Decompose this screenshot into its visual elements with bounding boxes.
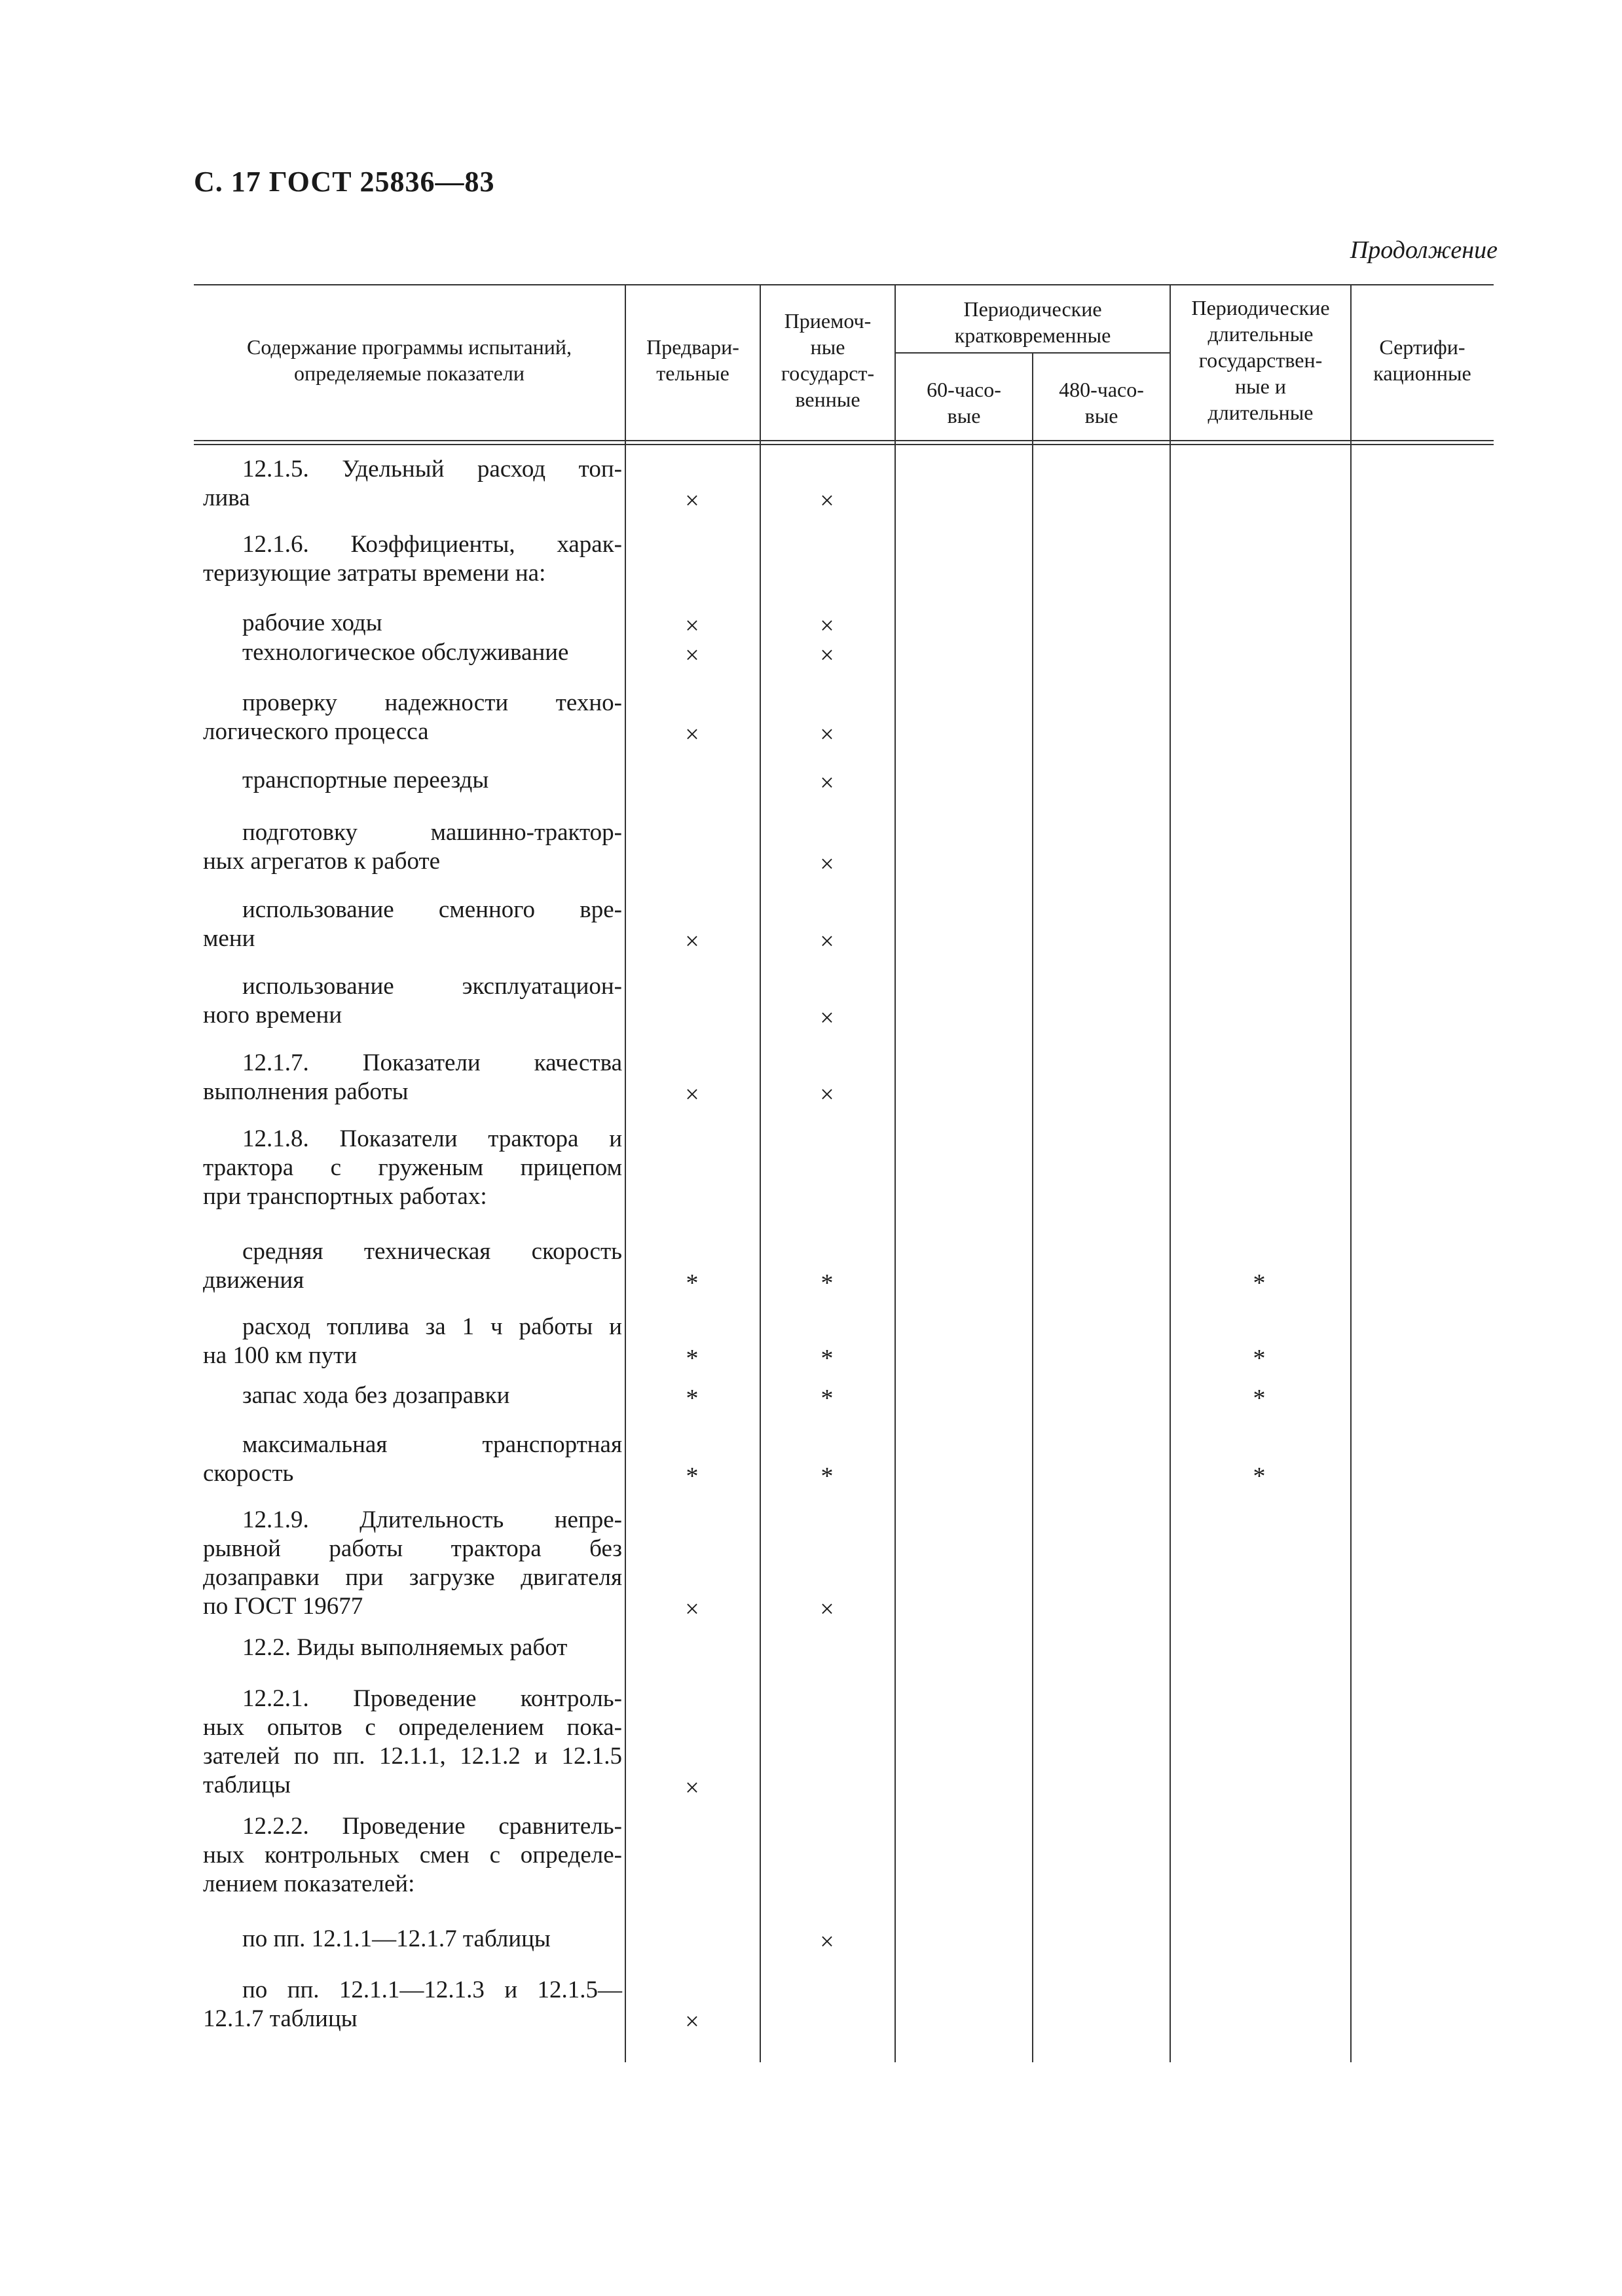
- row-text: [203, 1237, 622, 1295]
- row-text-line: использование эксплуатацион-: [242, 973, 622, 1000]
- row-text: [203, 1812, 622, 1899]
- row-text-line: ного времени: [203, 1002, 342, 1029]
- col-divider-4: [1032, 354, 1033, 2062]
- row-text-line: логического процесса: [203, 718, 429, 745]
- row-text-line: скорость: [203, 1460, 294, 1487]
- row-text: [203, 1976, 622, 2033]
- mark-pre: ×: [685, 2008, 699, 2035]
- row-text-line: средняя техническая скорость: [242, 1238, 622, 1265]
- row-text-line: дозаправки при загрузке двигателя: [203, 1564, 622, 1591]
- row-text-line: лением показателей:: [203, 1870, 415, 1897]
- row-text-line: по пп. 12.1.1—12.1.7 таблицы: [242, 1925, 551, 1952]
- mark-pre: ×: [685, 487, 699, 515]
- mark-pre: ×: [685, 1774, 699, 1802]
- row-text: [203, 1125, 622, 1211]
- mark-acc: *: [820, 1269, 834, 1297]
- row-text-line: ных опытов с определением пока-: [203, 1714, 622, 1741]
- continuation-label: Продолжение: [1350, 236, 1498, 264]
- header-rule-1: [194, 440, 1494, 441]
- row-text: [203, 1381, 622, 1410]
- row-text-line: выполнения работы: [203, 1078, 409, 1105]
- col-divider-2: [760, 285, 761, 2062]
- row-text: [203, 766, 622, 795]
- row-text: [203, 689, 622, 746]
- mark-acc: ×: [820, 487, 834, 515]
- mark-acc: ×: [820, 612, 834, 640]
- row-text-line: зателей по пп. 12.1.1, 12.1.2 и 12.1.5: [203, 1743, 622, 1770]
- row-text-line: движения: [203, 1267, 304, 1294]
- row-text-line: рабочие ходы: [242, 610, 382, 636]
- mark-acc: ×: [820, 1004, 834, 1032]
- col-divider-3: [894, 285, 896, 2062]
- row-text-line: по пп. 12.1.1—12.1.3 и 12.1.5—: [242, 1977, 622, 2003]
- mark-acc: ×: [820, 850, 834, 878]
- header-certification: Сертифи- кационные: [1373, 335, 1471, 385]
- row-text-line: ных агрегатов к работе: [203, 848, 441, 875]
- header-480h: 480-часо- вые: [1059, 378, 1144, 428]
- page-header: С. 17 ГОСТ 25836—83: [194, 166, 495, 198]
- row-text-line: ных контрольных смен с определе-: [203, 1842, 622, 1868]
- mark-long: *: [1253, 1345, 1266, 1372]
- mark-pre: ×: [685, 1081, 699, 1108]
- row-text: [203, 455, 622, 513]
- mark-acc: *: [820, 1345, 834, 1372]
- mark-pre: ×: [685, 612, 699, 640]
- row-text: [203, 1430, 622, 1488]
- row-text-line: 12.1.7. Показатели качества: [242, 1049, 622, 1076]
- row-text-line: технологическое обслуживание: [242, 639, 569, 666]
- row-text: [203, 896, 622, 953]
- row-text-line: таблицы: [203, 1772, 291, 1798]
- row-text-line: мени: [203, 925, 255, 952]
- col-divider-1: [625, 285, 626, 2062]
- row-text-line: 12.1.7 таблицы: [203, 2005, 358, 2032]
- row-text: [203, 972, 622, 1030]
- row-text-line: 12.1.5. Удельный расход топ-: [242, 456, 622, 483]
- row-text-line: трактора с груженым прицепом: [203, 1154, 622, 1181]
- mark-acc: ×: [820, 721, 834, 748]
- header-content: Содержание программы испытаний, определяемые показатели: [246, 335, 572, 385]
- row-text: [203, 638, 622, 667]
- row-text-line: на 100 км пути: [203, 1342, 358, 1369]
- row-text: [203, 1506, 622, 1621]
- row-text-line: 12.2.2. Проведение сравнитель-: [242, 1813, 622, 1840]
- mark-pre: ×: [685, 928, 699, 955]
- mark-pre: ×: [685, 721, 699, 748]
- row-text-line: 12.2. Виды выполняемых работ: [242, 1634, 568, 1661]
- mark-long: *: [1253, 1463, 1266, 1490]
- row-text-line: расход топлива за 1 ч работы и: [242, 1313, 622, 1340]
- col-divider-6: [1350, 285, 1352, 2062]
- header-60h: 60-часо- вые: [927, 378, 1001, 428]
- row-text-line: транспортные переезды: [242, 767, 489, 793]
- row-text-line: 12.1.8. Показатели трактора и: [242, 1125, 622, 1152]
- header-acceptance: Приемоч- ные государст- венные: [781, 309, 875, 411]
- mark-pre: *: [686, 1463, 699, 1490]
- row-text-line: 12.2.1. Проведение контроль-: [242, 1685, 622, 1712]
- mark-acc: ×: [820, 1928, 834, 1956]
- mark-pre: ×: [685, 1595, 699, 1623]
- row-text: [203, 609, 622, 638]
- row-text: [203, 1313, 622, 1370]
- row-text: [203, 1049, 622, 1106]
- table-top-rule: [194, 284, 1494, 285]
- row-text-line: использование сменного вре-: [242, 896, 622, 923]
- mark-acc: ×: [820, 928, 834, 955]
- row-text-line: при транспортных работах:: [203, 1183, 487, 1210]
- header-periodic-long: Периодические длительные государствен- ные и длительные: [1191, 296, 1330, 424]
- row-text: [203, 1685, 622, 1800]
- row-text-line: по ГОСТ 19677: [203, 1593, 363, 1620]
- row-text-line: 12.1.6. Коэффициенты, харак-: [242, 531, 622, 558]
- row-text-line: проверку надежности техно-: [242, 689, 622, 716]
- row-text: [203, 530, 622, 588]
- mark-pre: *: [686, 1385, 699, 1412]
- row-text: [203, 818, 622, 876]
- mark-long: *: [1253, 1269, 1266, 1297]
- mark-long: *: [1253, 1385, 1266, 1412]
- row-text-line: подготовку машинно-трактор-: [242, 819, 622, 846]
- header-rule-2: [194, 444, 1494, 445]
- mark-pre: ×: [685, 642, 699, 669]
- mark-acc: ×: [820, 1081, 834, 1108]
- row-text-line: 12.1.9. Длительность непре-: [242, 1506, 622, 1533]
- col-divider-5: [1170, 285, 1171, 2062]
- header-preliminary: Предвари- тельные: [646, 335, 739, 385]
- row-text-line: запас хода без дозаправки: [242, 1382, 510, 1409]
- mark-acc: *: [820, 1385, 834, 1412]
- mark-pre: *: [686, 1269, 699, 1297]
- row-text-line: рывной работы трактора без: [203, 1535, 622, 1562]
- mark-pre: *: [686, 1345, 699, 1372]
- row-text: [203, 1633, 622, 1662]
- row-text-line: лива: [203, 484, 250, 511]
- row-text: [203, 1925, 622, 1954]
- row-text-line: теризующие затраты времени на:: [203, 560, 546, 587]
- row-text-line: максимальная транспортная: [242, 1431, 622, 1458]
- mark-acc: ×: [820, 1595, 834, 1623]
- mark-acc: ×: [820, 769, 834, 797]
- mark-acc: ×: [820, 642, 834, 669]
- mark-acc: *: [820, 1463, 834, 1490]
- header-periodic-short: Периодические кратковременные: [954, 297, 1111, 347]
